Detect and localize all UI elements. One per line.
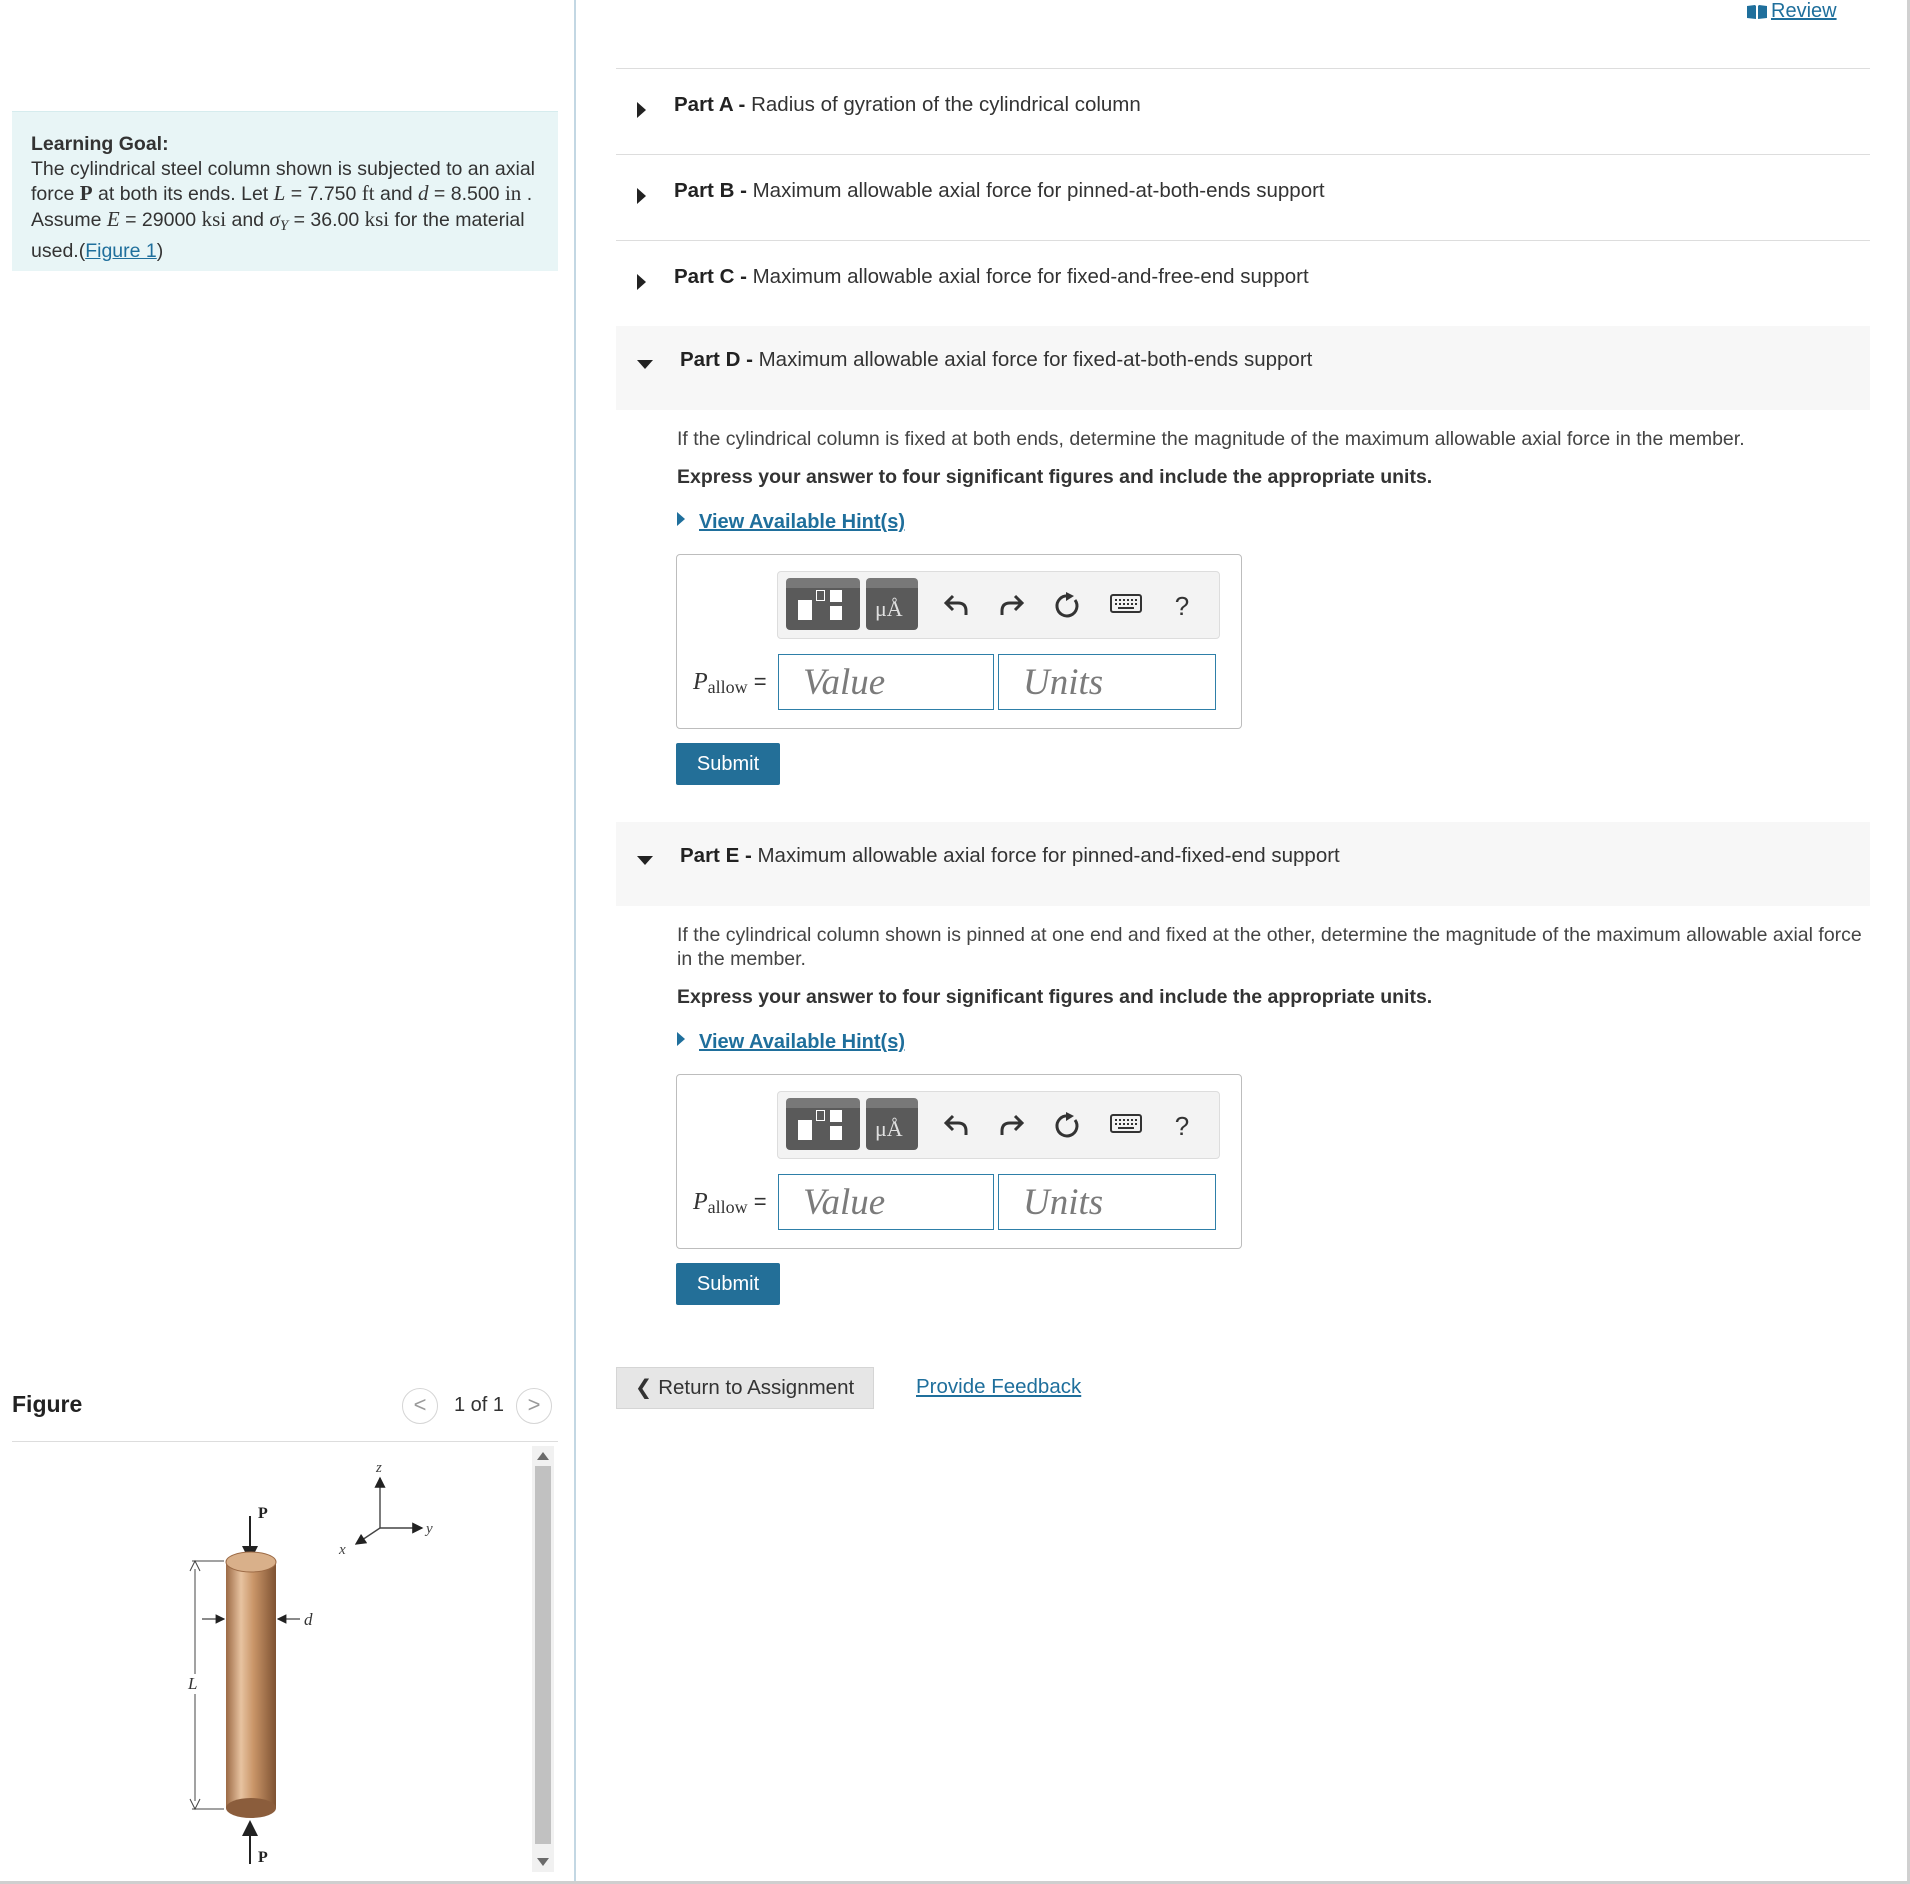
expand-triangle-icon xyxy=(637,274,646,290)
figure-viewport xyxy=(12,1444,558,1872)
undo-button[interactable] xyxy=(938,588,974,624)
scroll-up-icon[interactable] xyxy=(537,1452,549,1460)
axis-x-label: x xyxy=(339,1542,346,1558)
length-label: L xyxy=(188,1674,198,1693)
figure-1-link[interactable]: Figure 1 xyxy=(85,239,157,262)
chevron-right-icon: > xyxy=(527,1392,541,1417)
review-link[interactable]: Review xyxy=(1747,0,1837,23)
part-d-units-input[interactable] xyxy=(998,654,1216,710)
templates-button[interactable] xyxy=(786,578,860,630)
learning-goal-text: The cylindrical steel column shown is subjected to an axial force P at both its ends. Let L = 7.750 ft and d = 8.500 in . Assume E = 29000 ksi and $\sigma_Y = 36.00$ ksi for the material used.(Figure 1) xyxy=(31,157,536,262)
part-d-submit-button[interactable]: Submit xyxy=(676,743,780,785)
part-e-units-input[interactable] xyxy=(998,1174,1216,1230)
redo-button[interactable] xyxy=(994,1108,1030,1144)
bottom-load-label: P xyxy=(258,1849,268,1866)
part-b-label: Part B - xyxy=(674,179,747,202)
part-a-label: Part A - xyxy=(674,93,746,116)
keyboard-button[interactable] xyxy=(1108,1108,1144,1144)
part-e-hint-link[interactable]: View Available Hint(s) xyxy=(677,1031,905,1054)
part-d-title: Maximum allowable axial force for fixed-at-both-ends support xyxy=(758,348,1313,371)
help-icon: ? xyxy=(1174,591,1190,621)
help-button[interactable] xyxy=(1164,1108,1200,1144)
part-e-label: Part E - xyxy=(680,844,752,867)
axis-z-label: z xyxy=(376,1460,382,1476)
figure-header xyxy=(12,1388,558,1442)
math-toolbar xyxy=(777,1091,1220,1159)
collapse-triangle-icon xyxy=(637,856,653,865)
part-e-answer-box xyxy=(676,1074,1242,1249)
part-e-header[interactable] xyxy=(616,822,1870,906)
keyboard-icon xyxy=(1110,1112,1142,1134)
part-e-submit-button[interactable]: Submit xyxy=(676,1263,780,1305)
part-b-title: Maximum allowable axial force for pinned-at-both-ends support xyxy=(752,179,1325,202)
hint-triangle-icon xyxy=(677,1032,685,1046)
undo-button[interactable] xyxy=(938,1108,974,1144)
part-a-title: Radius of gyration of the cylindrical column xyxy=(751,93,1141,116)
part-e-instruction: Express your answer to four significant figures and include the appropriate units. xyxy=(677,986,1433,1008)
chevron-left-icon: ❮ xyxy=(635,1376,653,1399)
symbols-icon: μÅ xyxy=(875,596,903,621)
provide-feedback-link[interactable]: Provide Feedback xyxy=(916,1375,1082,1398)
keyboard-button[interactable] xyxy=(1108,588,1144,624)
axis-y-label: y xyxy=(426,1521,433,1537)
part-d-value-input[interactable] xyxy=(778,654,994,710)
part-d-question: If the cylindrical column is fixed at both ends, determine the magnitude of the maximum allowable axial force in the member. xyxy=(677,428,1745,450)
redo-icon xyxy=(999,1112,1025,1138)
book-icon xyxy=(1747,5,1767,19)
undo-icon xyxy=(943,1112,969,1138)
part-d-hint-link[interactable]: View Available Hint(s) xyxy=(677,511,905,534)
axis-triad xyxy=(338,1460,433,1558)
left-pane xyxy=(0,0,576,1884)
part-c-header[interactable] xyxy=(616,240,1870,326)
reset-icon xyxy=(1054,1112,1082,1140)
part-d-answer-label: $P_{allow}$ = xyxy=(693,669,767,697)
part-b-header[interactable] xyxy=(616,154,1870,240)
chevron-left-icon: < xyxy=(413,1392,427,1417)
learning-goal-box xyxy=(12,111,558,271)
reset-icon xyxy=(1054,592,1082,620)
expand-triangle-icon xyxy=(637,188,646,204)
expand-triangle-icon xyxy=(637,102,646,118)
part-c-label: Part C - xyxy=(674,265,747,288)
reset-button[interactable] xyxy=(1050,1108,1086,1144)
keyboard-icon xyxy=(1110,592,1142,614)
symbols-button[interactable] xyxy=(866,578,918,630)
diameter-label: d xyxy=(304,1610,313,1629)
part-d-header[interactable] xyxy=(616,326,1870,410)
undo-icon xyxy=(943,592,969,618)
redo-button[interactable] xyxy=(994,588,1030,624)
math-toolbar xyxy=(777,571,1220,639)
part-e-title: Maximum allowable axial force for pinned-and-fixed-end support xyxy=(757,844,1340,867)
part-d-label: Part D - xyxy=(680,348,753,371)
return-to-assignment-button[interactable]: ❮ Return to Assignment xyxy=(616,1367,874,1409)
figure-scroll-thumb[interactable] xyxy=(535,1466,551,1844)
help-button[interactable] xyxy=(1164,588,1200,624)
redo-icon xyxy=(999,592,1025,618)
figure-scrollbar[interactable] xyxy=(532,1446,554,1872)
hint-triangle-icon xyxy=(677,512,685,526)
top-load-label: P xyxy=(258,1505,268,1522)
part-e-question: If the cylindrical column shown is pinned at one end and fixed at the other, determine the magnitude of the maximum allowable axial force in the member. xyxy=(677,924,1862,970)
scroll-down-icon[interactable] xyxy=(537,1858,549,1866)
symbols-button[interactable] xyxy=(866,1098,918,1150)
figure-title: Figure xyxy=(12,1391,83,1417)
help-icon: ? xyxy=(1174,1111,1190,1141)
figure-next-button[interactable] xyxy=(516,1388,552,1424)
part-a-header[interactable] xyxy=(616,68,1870,154)
part-e-answer-label: $P_{allow}$ = xyxy=(693,1189,767,1217)
collapse-triangle-icon xyxy=(637,360,653,369)
part-e-value-input[interactable] xyxy=(778,1174,994,1230)
cylindrical-column xyxy=(226,1552,276,1818)
column-figure xyxy=(12,1444,532,1872)
reset-button[interactable] xyxy=(1050,588,1086,624)
part-c-title: Maximum allowable axial force for fixed-and-free-end support xyxy=(752,265,1309,288)
part-d-instruction: Express your answer to four significant figures and include the appropriate units. xyxy=(677,466,1433,488)
learning-goal-title: Learning Goal: xyxy=(31,133,169,155)
symbols-icon: μÅ xyxy=(875,1116,903,1141)
figure-pager-text: 1 of 1 xyxy=(454,1394,505,1416)
templates-button[interactable] xyxy=(786,1098,860,1150)
part-d-answer-box xyxy=(676,554,1242,729)
figure-prev-button[interactable] xyxy=(402,1388,438,1424)
